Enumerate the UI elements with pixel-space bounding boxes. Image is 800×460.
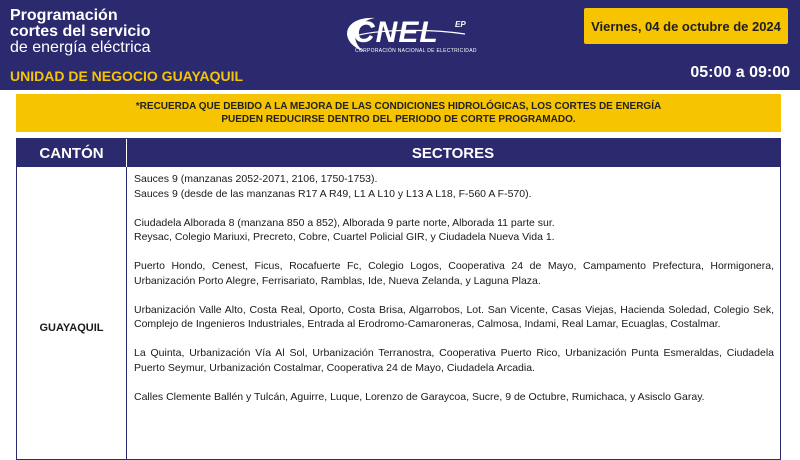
schedule-table xyxy=(16,138,781,460)
time-range: 05:00 a 09:00 xyxy=(690,64,790,81)
business-unit-label: UNIDAD DE NEGOCIO GUAYAQUIL xyxy=(10,68,244,84)
notice-banner xyxy=(16,94,781,132)
table-header xyxy=(17,139,780,167)
sector-paragraph-4 xyxy=(134,303,774,332)
sector-paragraph-5 xyxy=(134,346,774,375)
sector-paragraph-1 xyxy=(134,172,774,201)
sector-paragraph-6 xyxy=(134,390,774,405)
title-line-3: de energía eléctrica xyxy=(10,39,151,56)
sector-paragraph-3 xyxy=(134,259,774,288)
canton-cell: GUAYAQUIL xyxy=(39,322,104,334)
header-canton: CANTÓN xyxy=(39,144,104,162)
column-divider xyxy=(126,167,127,460)
notice-line-2: PUEDEN REDUCIRSE DENTRO DEL PERIODO DE CORTE PROGRAMADO. xyxy=(221,114,576,125)
title-block xyxy=(10,8,151,56)
title-line-1: Programación xyxy=(10,7,118,24)
logo-suffix: EP xyxy=(455,20,466,29)
cnel-logo xyxy=(335,12,485,57)
sector-paragraph-2 xyxy=(134,216,774,245)
logo-subtitle: CORPORACIÓN NACIONAL DE ELECTRICIDAD xyxy=(355,48,477,54)
sector-line: Urbanización Valle Alto, Costa Real, Oporto, Costa Brisa, Algarrobos, Lot. San Vicente, Casas Viejas, Hacienda Soledad, Colegio Sek, Complejo de Ingenieros Industriales, Entrada al Erodromo-Camaroneras, Calmosa, Indami, Real Lamar, Ecuaglas, Costalmar. xyxy=(134,303,774,330)
sector-line: Calles Clemente Ballén y Tulcán, Aguirre, Luque, Lorenzo de Garaycoa, Sucre, 9 de Octubre, Rumichaca, y Asisclo Garay. xyxy=(134,390,705,403)
title-line-2: cortes del servicio xyxy=(10,23,151,40)
date-badge: Viernes, 04 de octubre de 2024 xyxy=(584,8,788,44)
sectors-cell xyxy=(134,172,774,404)
notice-line-1: *RECUERDA QUE DEBIDO A LA MEJORA DE LAS CONDICIONES HIDROLÓGICAS, LOS CORTES DE ENERGÍA xyxy=(135,101,662,112)
header-sectores: SECTORES xyxy=(411,144,495,162)
sector-line: La Quinta, Urbanización Vía Al Sol, Urbanización Terranostra, Cooperativa Puerto Rico, Urbanización Punta Esmeraldas, Ciudadela Puerto Seymur, Urbanización Costalmar, Cooperativa 24 de Mayo, Ciudadela Arcadia. xyxy=(134,347,774,374)
logo-text: CNEL xyxy=(353,16,439,49)
sector-line: Sauces 9 (manzanas 2052-2071, 2106, 1750-1753). xyxy=(134,173,378,185)
sector-line: Puerto Hondo, Cenest, Ficus, Rocafuerte Fc, Colegio Logos, Cooperativa 24 de Mayo, Campamento Prefectura, Hormigonera, Urbanización Porto Alegre, Ferrisariato, Ramblas, Ide, Nueva Zelanda, y Laguna Plaza. xyxy=(134,260,774,287)
sector-line: Reysac, Colegio Mariuxi, Precreto, Cobre, Cuartel Policial GIR, y Ciudadela Nueva Vida 1. xyxy=(134,231,555,243)
header-banner xyxy=(0,0,800,90)
sector-line: Sauces 9 (desde de las manzanas R17 A R49, L1 A L10 y L13 A L18, F-560 A F-570). xyxy=(134,187,532,200)
sector-line: Ciudadela Alborada 8 (manzana 850 a 852), Alborada 9 parte norte, Alborada 11 parte sur. xyxy=(134,216,555,229)
